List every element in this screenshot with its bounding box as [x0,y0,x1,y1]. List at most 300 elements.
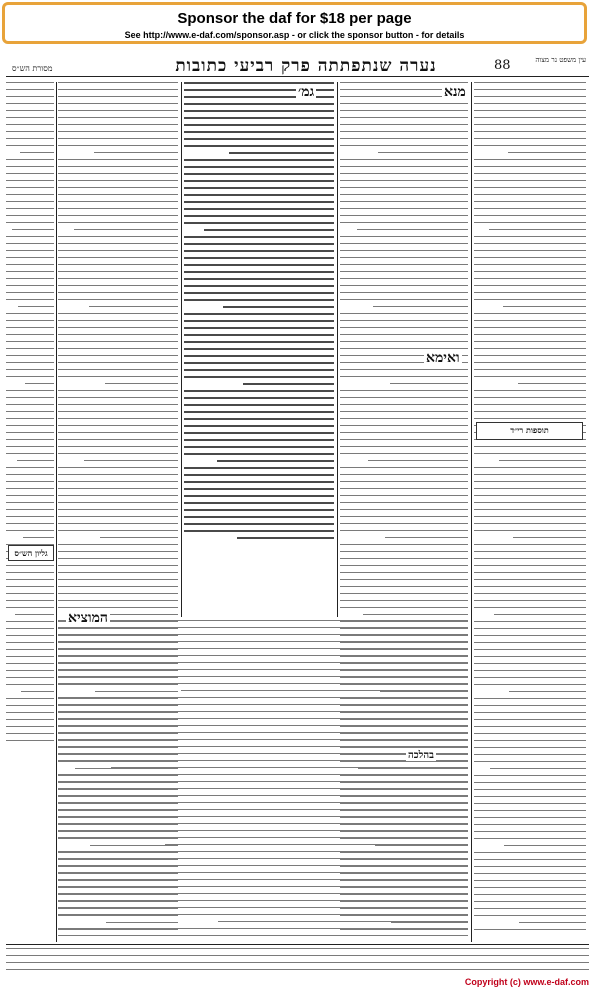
text-line [58,544,178,545]
text-line [58,837,468,838]
text-line [100,537,178,538]
text-line [58,697,468,698]
text-line [58,886,468,887]
text-line [474,264,586,265]
text-line [184,348,334,350]
text-line [474,754,586,755]
text-line [58,278,178,279]
text-line [184,474,334,476]
text-line [6,446,54,447]
text-line [6,453,54,454]
text-line [6,299,54,300]
text-line [184,404,334,406]
text-line [58,166,178,167]
text-line [6,593,54,594]
text-line [6,362,54,363]
text-line [6,502,54,503]
text-line [474,362,586,363]
text-line [474,467,586,468]
text-line [474,341,586,342]
text-line [474,642,586,643]
text-line [474,390,586,391]
text-line [58,802,468,803]
text-line [184,334,334,336]
text-line [58,285,178,286]
gilyon-hashas-title: גליון הש״ס [14,548,48,558]
text-line [6,432,54,433]
text-line [474,859,586,860]
text-line [58,641,468,642]
text-line [6,712,54,713]
text-line [474,621,586,622]
text-line [58,620,468,621]
text-line [340,145,468,146]
text-line [6,579,54,580]
text-line [474,474,586,475]
text-line [474,873,586,874]
text-line [58,215,178,216]
text-line [474,320,586,321]
text-line [58,816,468,817]
text-line [58,900,468,901]
text-line [474,705,586,706]
text-line [184,110,334,112]
text-line [474,635,586,636]
text-line [474,453,586,454]
text-line [184,397,334,399]
text-line [340,257,468,258]
text-line [58,236,178,237]
text-line [58,851,468,852]
text-line [6,208,54,209]
text-line [58,914,468,915]
text-line [474,180,586,181]
text-line [165,844,468,845]
text-line [6,586,54,587]
text-line [474,411,586,412]
text-line [6,474,54,475]
text-line [474,649,586,650]
text-line [218,921,468,922]
text-line [340,432,468,433]
text-line [340,110,468,111]
text-line [474,775,586,776]
text-line [474,138,586,139]
text-line [58,467,178,468]
text-line [474,110,586,111]
text-line [6,348,54,349]
text-line [184,327,334,329]
text-line [184,222,334,224]
text-line [474,159,586,160]
text-line [474,782,586,783]
text-line [184,439,334,441]
text-line [58,82,178,83]
text-line [340,439,468,440]
text-line [58,110,178,111]
text-line [223,306,334,308]
text-line [184,509,334,511]
text-line [58,586,178,587]
text-line [58,858,468,859]
text-line [184,523,334,525]
text-line [184,180,334,182]
column-rule [471,82,472,942]
text-line [58,593,178,594]
text-line [474,404,586,405]
text-line [474,82,586,83]
text-line [474,544,586,545]
text-line [474,173,586,174]
text-line [58,194,178,195]
text-line [58,89,178,90]
text-line [6,215,54,216]
text-line [474,810,586,811]
folio-number: 88 [494,58,511,73]
text-line [58,453,178,454]
text-line [340,558,468,559]
text-line [58,145,178,146]
text-line [474,243,586,244]
text-line [58,711,468,712]
text-line [6,117,54,118]
text-line [340,208,468,209]
text-line [58,257,178,258]
text-line [6,173,54,174]
text-line [390,383,468,384]
text-line [58,131,178,132]
text-line [58,124,178,125]
text-line [474,516,586,517]
sponsor-banner-title[interactable]: Sponsor the daf for $18 per page [177,10,412,27]
text-line [58,928,468,929]
text-line [58,781,468,782]
text-line [340,334,468,335]
text-line [474,712,586,713]
text-line [340,117,468,118]
text-line [58,739,468,740]
text-line [340,124,468,125]
text-line [474,901,586,902]
text-line [6,159,54,160]
text-line [340,194,468,195]
text-line [58,159,178,160]
text-line [474,719,586,720]
text-line [340,453,468,454]
hamotzi-heading: המוציא [68,610,108,626]
text-line [58,425,178,426]
text-line [340,544,468,545]
text-line [6,96,54,97]
text-line [6,698,54,699]
text-line [340,586,468,587]
text-line [58,411,178,412]
text-line [6,89,54,90]
text-line [58,264,178,265]
text-line [474,803,586,804]
gemara-heading: גמ׳ [298,84,315,100]
text-line [340,271,468,272]
text-line [58,208,178,209]
text-line [340,369,468,370]
text-line [474,740,586,741]
text-line [6,264,54,265]
text-line [340,404,468,405]
text-line [474,271,586,272]
text-line [58,558,178,559]
text-line [18,306,54,307]
text-line [340,166,468,167]
text-line [474,313,586,314]
text-line [6,600,54,601]
text-line [184,369,334,371]
text-line [340,222,468,223]
text-line [474,89,586,90]
talmud-page [6,50,589,980]
text-line [6,418,54,419]
text-line [474,677,586,678]
text-line [6,292,54,293]
text-line [474,369,586,370]
text-line [368,460,468,461]
text-line [84,460,178,461]
text-line [474,236,586,237]
text-line [58,103,178,104]
text-line [184,320,334,322]
text-line [58,250,178,251]
text-line [340,187,468,188]
text-line [58,634,468,635]
text-line [474,215,586,216]
text-line [184,481,334,483]
text-line [474,670,586,671]
text-line [474,929,586,930]
text-line [184,425,334,427]
text-line [474,698,586,699]
text-line [6,962,589,963]
text-line [6,948,589,949]
text-line [6,481,54,482]
text-line [474,579,586,580]
text-line [6,530,54,531]
text-line [58,725,468,726]
text-line [58,865,468,866]
copyright-link[interactable]: Copyright (c) www.e-daf.com [464,977,589,987]
text-line [518,383,586,384]
page-title: נערה שנתפתתה פרק רביעי כתובות [175,56,437,76]
text-line [508,152,586,153]
text-line [58,879,468,880]
text-line [6,628,54,629]
text-line [474,117,586,118]
text-line [58,180,178,181]
text-line [6,572,54,573]
text-line [184,236,334,238]
text-line [74,229,178,230]
text-line [6,677,54,678]
text-line [217,460,334,462]
footnote-rule [6,944,589,945]
text-line [503,306,586,307]
text-line [340,243,468,244]
text-line [340,411,468,412]
text-line [340,138,468,139]
text-line [184,187,334,189]
text-line [474,250,586,251]
text-line [340,488,468,489]
text-line [340,418,468,419]
text-line [474,194,586,195]
text-line [58,823,468,824]
text-line [474,257,586,258]
text-line [184,173,334,175]
text-line [6,257,54,258]
text-line [340,180,468,181]
text-line [474,824,586,825]
text-line [184,488,334,490]
text-line [340,82,468,83]
text-line [184,194,334,196]
sponsor-banner-subtitle[interactable]: See http://www.e-daf.com/sponsor.asp - or click the sponsor button - for details [124,30,465,40]
text-line [378,152,468,153]
text-line [6,222,54,223]
text-line [474,502,586,503]
text-line [184,215,334,217]
text-line [499,460,586,461]
text-line [6,271,54,272]
sponsor-banner[interactable] [2,2,587,44]
text-line [6,740,54,741]
text-line [340,215,468,216]
text-line [58,418,178,419]
text-line [474,201,586,202]
text-line [6,124,54,125]
text-line [474,551,586,552]
tosafot-rid-title: תוספות רי״ד [510,425,549,435]
text-line [58,271,178,272]
text-line [94,152,178,153]
text-line [474,327,586,328]
text-line [184,117,334,119]
text-line [6,327,54,328]
text-line [6,439,54,440]
text-line [58,655,468,656]
text-line [474,593,586,594]
text-line [474,208,586,209]
text-line [184,446,334,448]
text-line [243,383,335,385]
text-line [340,509,468,510]
text-line [184,250,334,252]
text-line [89,306,178,307]
text-line [474,908,586,909]
text-line [474,831,586,832]
text-line [474,530,586,531]
text-line [6,138,54,139]
text-line [184,530,334,532]
text-line [184,390,334,392]
text-line [6,103,54,104]
text-line [6,376,54,377]
text-line [58,320,178,321]
text-line [474,348,586,349]
text-line [58,530,178,531]
text-line [58,830,468,831]
text-line [6,166,54,167]
text-line [474,131,586,132]
text-line [494,614,586,615]
text-line [58,746,468,747]
text-line [6,180,54,181]
text-line [184,453,334,455]
text-line [184,376,334,378]
tosafot-rid-box [476,422,583,440]
text-line [474,278,586,279]
text-line [184,278,334,280]
text-line [340,600,468,601]
text-line [6,278,54,279]
text-line [474,586,586,587]
text-line [184,341,334,343]
text-line [474,684,586,685]
text-line [474,628,586,629]
text-line [184,145,334,147]
text-line [184,264,334,266]
text-line [184,124,334,126]
text-line [58,607,178,608]
text-line [340,481,468,482]
text-line [58,446,178,447]
text-line [58,243,178,244]
text-line [184,201,334,203]
text-line [6,425,54,426]
text-line [111,767,468,768]
text-line [474,572,586,573]
text-line [474,495,586,496]
text-line [184,166,334,168]
text-line [184,362,334,364]
text-line [474,103,586,104]
text-line [58,355,178,356]
text-line [474,747,586,748]
text-line [58,495,178,496]
text-line [58,334,178,335]
text-line [184,103,334,105]
text-line [6,969,589,970]
text-line [58,600,178,601]
text-line [474,558,586,559]
text-line [474,397,586,398]
text-line [184,418,334,420]
text-line [474,446,586,447]
text-line [58,669,468,670]
text-line [184,271,334,273]
text-line [340,159,468,160]
text-line [58,872,468,873]
text-line [58,376,178,377]
text-line [184,138,334,140]
text-line [58,893,468,894]
text-line [519,922,586,923]
text-line [340,495,468,496]
text-line [6,341,54,342]
text-line [340,607,468,608]
column-rule [337,82,338,617]
text-line [340,523,468,524]
text-line [340,173,468,174]
text-line [58,138,178,139]
text-line [474,292,586,293]
